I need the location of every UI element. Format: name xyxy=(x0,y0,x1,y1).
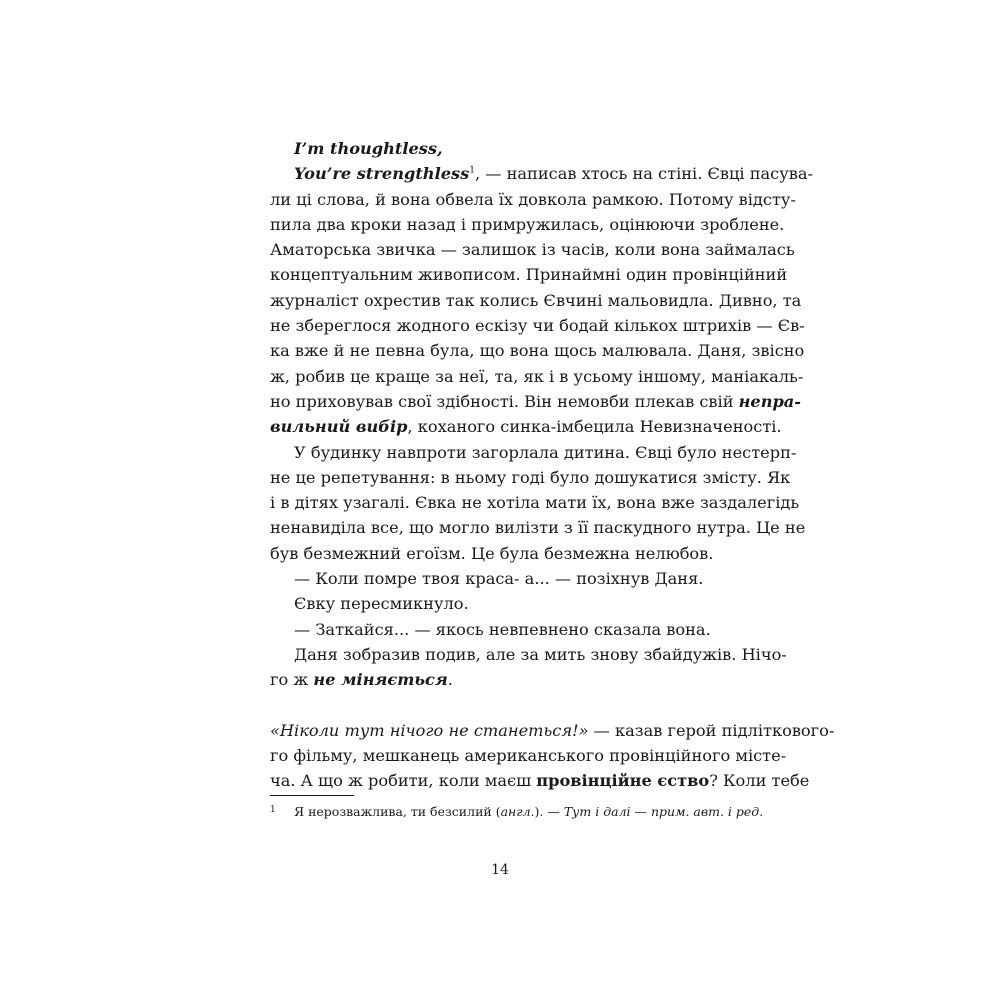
epigraph-emphasis: You’re strengthless xyxy=(294,164,470,184)
epigraph-text: I’m thoughtless, xyxy=(294,139,443,158)
footnote xyxy=(270,803,764,821)
paragraph-4 xyxy=(270,718,835,794)
text-line xyxy=(270,768,810,793)
footnote-emphasis: англ. xyxy=(500,804,535,819)
emphasis-text: вильний вибір xyxy=(270,417,408,437)
text-line: і в дітях узагалі. Євка не хотіла мати їх, вона вже заздалегідь xyxy=(270,493,800,513)
text-line: був безмежний егоїзм. Це була безмежна нелюбов. xyxy=(270,543,714,563)
section-break xyxy=(270,693,740,718)
text-line: го фільму, мешканець американського провінційного місте- xyxy=(270,746,787,766)
text-line: У будинку навпроти загорлала дитина. Євці було нестерп- xyxy=(294,442,797,462)
paragraph-3 xyxy=(270,642,787,693)
footnote-text: ). — xyxy=(534,804,564,819)
narration-line: Євку пересмикнуло. xyxy=(294,594,469,614)
text-segment: ? Коли тебе xyxy=(709,771,810,791)
text-line xyxy=(270,414,782,439)
footnote-reference[interactable]: 1 xyxy=(469,165,475,176)
text-line: не збереглося жодного ескізу чи бодай кількох штрихів — Єв- xyxy=(270,316,805,336)
epigraph-line-2 xyxy=(270,161,813,186)
text-line: пила два кроки назад і примружилась, оцінюючи зроблене. xyxy=(270,214,785,234)
footnote-divider xyxy=(270,795,354,796)
text-line: не це репетування: в ньому годі було дошукатися змісту. Як xyxy=(270,467,791,487)
text-line: журналіст охрестив так колись Євчині мальовидла. Дивно, та xyxy=(270,290,802,310)
text-line xyxy=(270,718,835,743)
footnote-text: Я нерозважлива, ти безсилий ( xyxy=(294,804,501,819)
epigraph-line-1 xyxy=(270,136,740,161)
text-segment: но приховував свої здібності. Він немовби плекав свій xyxy=(270,391,739,411)
text-line: ненавиділа все, що могло вилізти з її паскудного нутра. Це не xyxy=(270,518,806,538)
text-line xyxy=(270,667,740,692)
text-segment: , коханого синка-імбецила Невизначеності. xyxy=(407,417,782,437)
dialogue-line: — Заткайся... — якось невпевнено сказала вона. xyxy=(294,619,711,639)
epigraph-continuation: , — написав хтось на стіні. Євці пасува- xyxy=(474,164,813,184)
text-line: Аматорська звичка — залишок із часів, коли вона займалась xyxy=(270,240,795,260)
dialogue-line: — Коли помре твоя краса- а... — позіхнув Даня. xyxy=(294,569,704,589)
text-line: Даня зобразив подив, але за мить знову збайдужів. Нічо- xyxy=(294,644,787,664)
emphasis-text: непра- xyxy=(738,391,802,411)
text-line: ка вже й не певна була, що вона щось малювала. Даня, звісно xyxy=(270,341,805,361)
body-text xyxy=(270,136,835,794)
text-segment: го ж xyxy=(270,670,314,690)
footnote-mark: 1 xyxy=(270,805,276,815)
text-segment: ча. А що ж робити, коли маєш xyxy=(270,771,537,791)
footnote-emphasis: Тут і далі — прим. авт. і ред. xyxy=(563,804,764,819)
page-number: 14 xyxy=(491,862,509,878)
text-line: ли ці слова, й вона обвела їх довкола рамкою. Потому відсту- xyxy=(270,189,796,209)
text-line xyxy=(270,389,802,414)
paragraph-2 xyxy=(270,440,806,566)
emphasis-text: не міняється xyxy=(313,670,448,690)
text-line: концептуальним живописом. Принаймні один провінційний xyxy=(270,265,788,285)
text-segment: — казав герой підліткового- xyxy=(588,720,835,740)
text-segment: . xyxy=(447,670,453,690)
text-line: ж, робив це краще за неї, та, як і в усьому іншому, маніакаль- xyxy=(270,366,804,386)
paragraph-1 xyxy=(270,187,805,440)
quote-text: «Ніколи тут нічого не станеться!» xyxy=(270,720,589,740)
bold-text: провінційне єство xyxy=(536,771,710,791)
